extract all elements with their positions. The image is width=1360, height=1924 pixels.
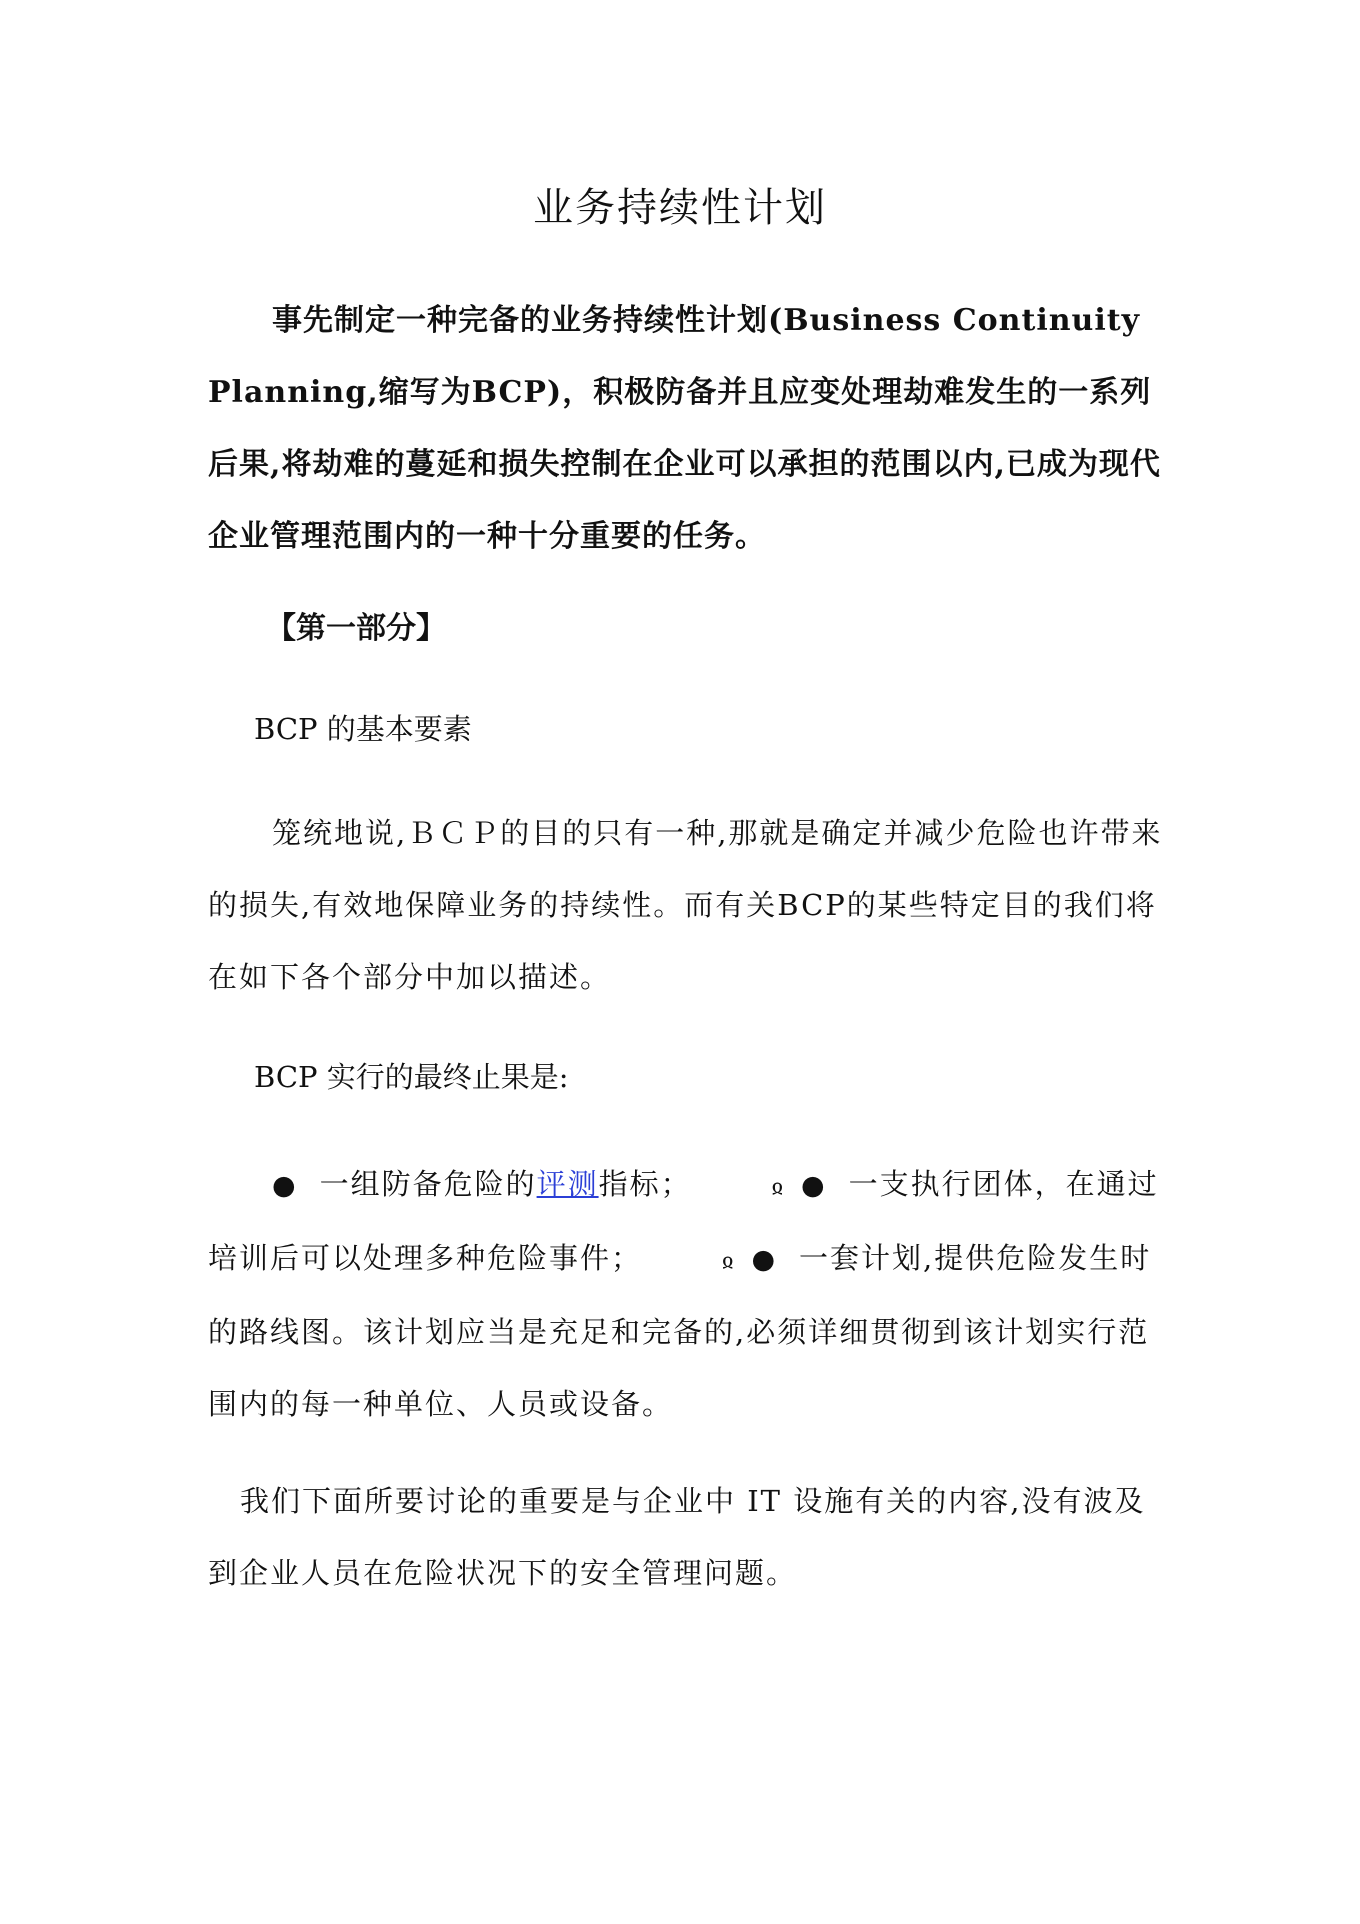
evaluation-link[interactable]: 评测	[536, 1167, 599, 1201]
paragraph-mark-icon: ჲ	[771, 1174, 786, 1198]
bcp-elements-subheading: BCP 的基本要素	[254, 712, 472, 746]
bullet-item-1-text: 一组防备危险的	[319, 1167, 537, 1201]
bullet-item-1-tail: 指标；	[598, 1167, 692, 1201]
bullet-item-2-text: 一支执行团体，在通过培训后可以处理多种危险事件；	[208, 1167, 1159, 1275]
bullet-icon: ●	[272, 1170, 298, 1201]
intro-paragraph: 事先制定一种完备的业务持续性计划(Business Continuity Planning,缩写为BCP)，积极防备并且应变处理劫难发生的一系列后果,将劫难的蔓延和损失控制在企业可以承担的范围以内,已成为现代企业管理范围内的一种十分重要的任务。	[208, 303, 1161, 554]
bcp-results-list	[208, 1148, 1168, 1440]
it-scope-paragraph: 我们下面所要讨论的重要是与企业中 IT 设施有关的内容,没有波及到企业人员在危险状况下的安全管理问题。	[208, 1484, 1146, 1590]
section-heading: 【第一部分】	[266, 611, 446, 646]
bullet-icon: ●	[751, 1244, 778, 1275]
bcp-purpose-paragraph: 笼统地说,ＢＣＰ的目的只有一种,那就是确定并减少危险也许带来的损失,有效地保障业务的持续性。而有关BCP的某些特定目的我们将在如下各个部分中加以描述。	[208, 816, 1163, 994]
bullet-icon: ●	[801, 1170, 827, 1201]
paragraph-mark-icon: ჲ	[722, 1248, 736, 1272]
bullet-item-3-text: 一套计划,提供危险发生时的路线图。该计划应当是充足和完备的,必须详细贯彻到该计划实行范围内的每一种单位、人员或设备。	[208, 1241, 1152, 1421]
bcp-results-subheading: BCP 实行的最终止果是:	[254, 1060, 569, 1094]
document-title: 业务持续性计划	[533, 185, 827, 231]
